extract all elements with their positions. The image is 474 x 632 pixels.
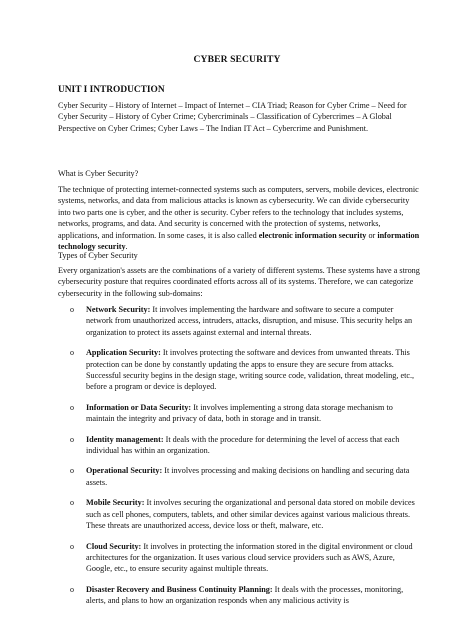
item-text: It deals with the procedure for determining the level of access that each individual has within an organization.: [86, 434, 400, 456]
item-term: Information or Data Security:: [86, 402, 192, 412]
intro-paragraph: [58, 184, 420, 252]
intro-text: The technique of protecting internet-connected systems such as computers, servers, mobile devices, electronic systems, networks, and data from malicious attacks is known as cybersecurity. We can divide cybersecurity into two parts one is cyber, and the other is security. Cyber refers to the technology that includes systems, networks, programs, and data. And security is concerned with the protection of systems, networks, applications, and information. In some cases, it is also called: [58, 185, 419, 240]
item-term: Application Security:: [86, 348, 161, 358]
item-term: Disaster Recovery and Business Continuity Planning:: [86, 584, 273, 594]
bullet-marker: o: [70, 305, 74, 314]
intro-bold-term-2: information technology security: [58, 230, 420, 252]
types-heading: Types of Cyber Security: [58, 251, 138, 260]
intro-or: or: [366, 230, 378, 240]
item-text: It involves implementing a strong data storage mechanism to maintain the integrity and privacy of data, both in storage and in transit.: [86, 402, 393, 424]
bullet-marker: o: [70, 348, 74, 358]
list-item: [58, 347, 420, 393]
list-item: [58, 402, 420, 425]
list-item: [58, 465, 420, 488]
types-list: [58, 304, 420, 616]
unit-heading: UNIT I INTRODUCTION: [58, 85, 165, 95]
item-term: Identity management:: [86, 434, 164, 444]
bullet-marker: o: [70, 434, 74, 444]
list-item: [58, 541, 420, 575]
item-term: Network Security:: [86, 305, 151, 314]
item-text: It involves securing the organizational and personal data stored on mobile devices such as cell phones, computers, tablets, and other similar devices against various malicious threats. These threats are unauthorized access, device loss or theft, malware, etc.: [86, 498, 415, 531]
section-question: What is Cyber Security?: [58, 169, 139, 178]
document-title: CYBER SECURITY: [193, 54, 281, 65]
list-item: [58, 584, 420, 607]
bullet-marker: o: [70, 402, 74, 412]
list-item: [58, 497, 420, 531]
list-item: [58, 304, 420, 338]
item-term: Operational Security:: [86, 466, 163, 476]
types-intro-paragraph: Every organization's assets are the combinations of a variety of different systems. These systems have a strong cybersecurity posture that requires coordinated efforts across all of its systems. Therefore, we can categorize cybersecurity in the following sub-domains:: [58, 266, 420, 298]
item-text: It involves implementing the hardware and software to secure a computer network from unauthorized access, intruders, attacks, disruption, and misuse. This security helps an organization to protect its assets against external and internal threats.: [86, 305, 413, 337]
item-text: It involves in protecting the information stored in the digital environment or cloud architectures for the organization. It uses various cloud service providers such as AWS, Azure, Google, etc., to ensure security against multiple threats.: [86, 541, 413, 574]
list-item: [58, 434, 420, 457]
item-text: It deals with the processes, monitoring, alerts, and plans to how an organization responds when any malicious activity is: [86, 584, 404, 606]
intro-bold-term-1: electronic information security: [258, 230, 367, 240]
bullet-marker: o: [70, 584, 74, 594]
item-text: It involves protecting the software and devices from unwanted threats. This protection can be done by constantly updating the apps to ensure they are secure from attacks. Successful security begins in the design stage, writing source code, validation, threat modeling, etc., before a program or device is deployed.: [86, 348, 415, 392]
bullet-marker: o: [70, 466, 74, 476]
item-text: It involves processing and making decisions on handling and securing data assets.: [86, 466, 410, 487]
bullet-marker: o: [70, 541, 74, 551]
bullet-marker: o: [70, 498, 74, 508]
syllabus-paragraph: Cyber Security – History of Internet – Impact of Internet – CIA Triad; Reason for Cyber Crime – Need for Cyber Security – History of Cyber Crime; Cybercriminals – Classification of Cybercrimes – A Global Perspective on Cyber Crimes; Cyber Laws – The Indian IT Act – Cybercrime and Punishment.: [58, 101, 407, 133]
item-term: Mobile Security:: [86, 498, 145, 508]
intro-end: .: [125, 242, 128, 252]
item-term: Cloud Security:: [86, 541, 142, 551]
